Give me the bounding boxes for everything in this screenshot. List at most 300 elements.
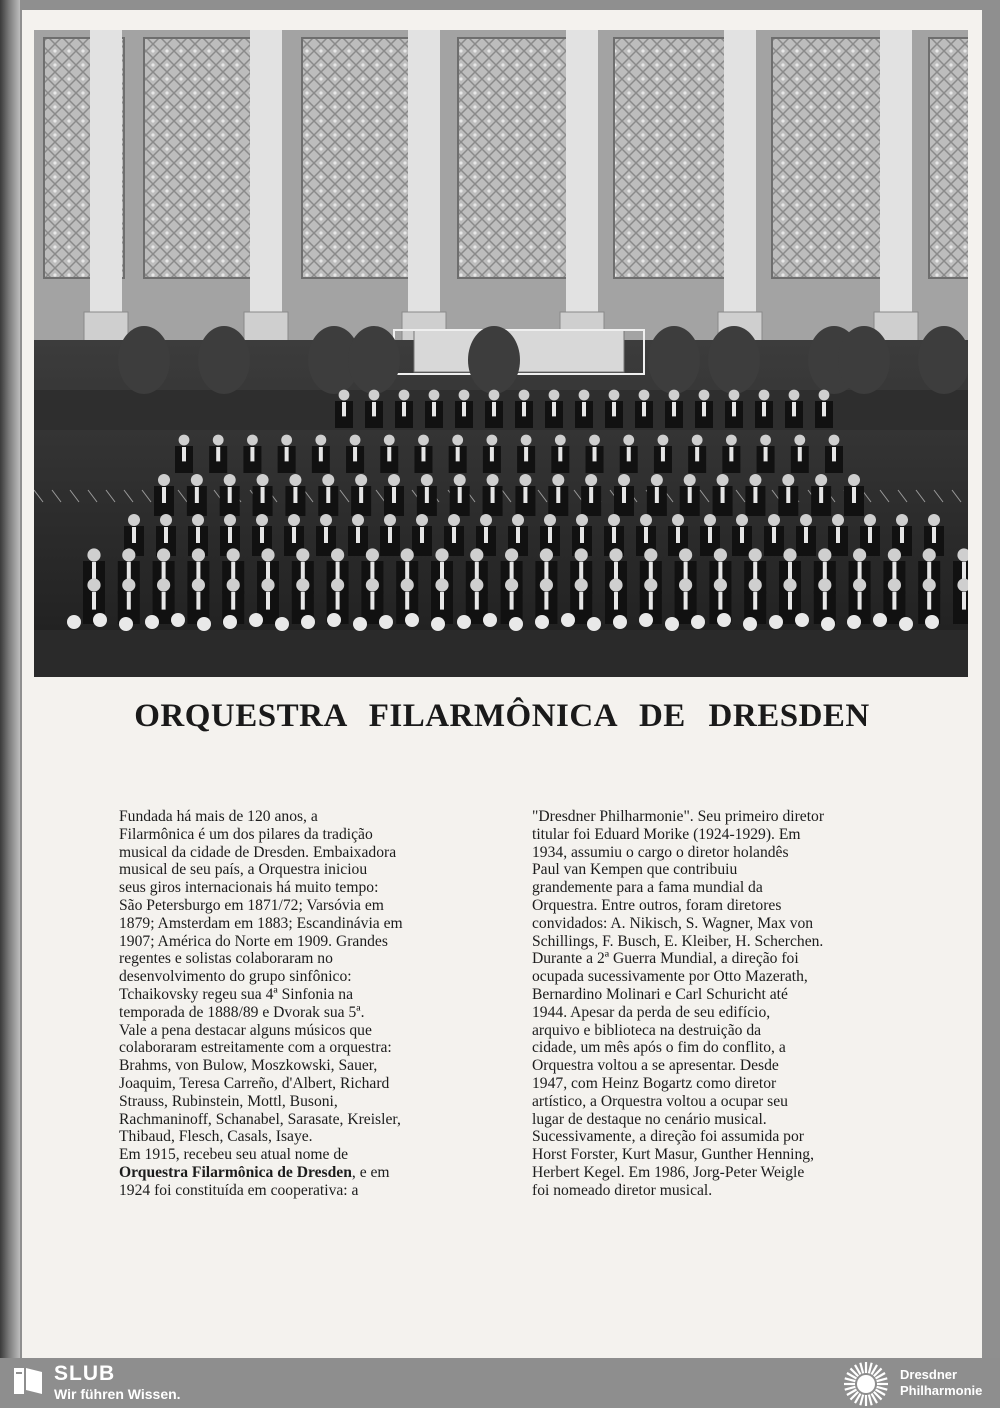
text-line: artístico, a Orquestra voltou a ocupar seu [532, 1092, 788, 1110]
shirt-front [786, 487, 790, 503]
shirt-front [228, 487, 232, 503]
musician-head [418, 435, 429, 446]
potted-plant [468, 326, 520, 394]
sunburst-ray [869, 1395, 872, 1406]
text-fragment: , e em [351, 1163, 390, 1181]
text-line: regentes e solistas colaboraram no [119, 950, 333, 968]
text-line: desenvolvimento do grupo sinfônico: [119, 968, 352, 986]
musician-head [609, 578, 622, 591]
shirt-front [798, 447, 802, 461]
flower-bouquet [67, 615, 81, 629]
text-line: Thibaud, Flesch, Casals, Isaye. [119, 1128, 313, 1146]
musician-head [470, 548, 483, 561]
shirt-front [490, 447, 494, 461]
flower-bouquet [275, 617, 289, 631]
shirt-front [927, 562, 931, 580]
scan-right-margin [982, 0, 1000, 1358]
musician-head [760, 435, 771, 446]
musician-head [366, 578, 379, 591]
shirt-front [582, 402, 586, 416]
slub-name: SLUB [54, 1362, 116, 1385]
shirt-front [402, 402, 406, 416]
musician-head [296, 548, 309, 561]
shirt-front [558, 447, 562, 461]
musician-head [684, 474, 696, 486]
shirt-front [579, 592, 583, 610]
text-line: colaboraram estreitamente com a orquestra: [119, 1039, 392, 1057]
shirt-front [627, 447, 631, 461]
musician-head [352, 514, 364, 526]
shirt-front [405, 592, 409, 610]
musician-head [416, 514, 428, 526]
sunburst-logo-icon [842, 1360, 890, 1408]
musician-head [589, 435, 600, 446]
shirt-front [792, 402, 796, 416]
musician-head [644, 548, 657, 561]
shirt-front [326, 487, 330, 503]
flower-bouquet [431, 617, 445, 631]
shirt-front [492, 402, 496, 416]
musician-head [640, 514, 652, 526]
shirt-front [772, 527, 776, 543]
shirt-front [421, 447, 425, 461]
shirt-front [132, 527, 136, 543]
musician-head [579, 390, 590, 401]
text-line: Durante a 2ª Guerra Mundial, a direção foi [532, 950, 799, 968]
text-line: Em 1915, recebeu seu atual nome de [119, 1146, 349, 1164]
shirt-front [432, 402, 436, 416]
musician-head [704, 514, 716, 526]
shirt-front [510, 562, 514, 580]
slub-book-icon [12, 1364, 46, 1398]
scan-left-edge [0, 0, 20, 1358]
musician-head [128, 514, 140, 526]
musician-head [122, 548, 135, 561]
musician-head [512, 514, 524, 526]
shirt-front [642, 402, 646, 416]
text-line: 1907; América do Norte em 1909. Grandes [119, 932, 388, 950]
shirt-front [589, 487, 593, 503]
slub-tagline: Wir führen Wissen. [54, 1386, 181, 1402]
musician-head [749, 474, 761, 486]
text-line: lugar de destaque no cenário musical. [532, 1110, 767, 1128]
musician-head [819, 390, 830, 401]
left-paragraph [119, 808, 469, 1200]
musician-head [832, 514, 844, 526]
musician-head [552, 474, 564, 486]
shirt-front [927, 592, 931, 610]
text-line: 1879; Amsterdam em 1883; Escandinávia em [119, 914, 403, 932]
musician-head [224, 474, 236, 486]
musician-head [519, 390, 530, 401]
shirt-front [523, 487, 527, 503]
flower-bouquet [899, 617, 913, 631]
shirt-front [556, 487, 560, 503]
shirt-front [92, 562, 96, 580]
musician-head [480, 514, 492, 526]
musician-head [505, 548, 518, 561]
shirt-front [740, 527, 744, 543]
musician-head [794, 435, 805, 446]
sunburst-ray [845, 1378, 856, 1381]
musician-head [692, 435, 703, 446]
shirt-front [336, 562, 340, 580]
shirt-front [579, 562, 583, 580]
shirt-front [593, 447, 597, 461]
musician-head [452, 435, 463, 446]
text-line [119, 1164, 390, 1181]
shirt-front [548, 527, 552, 543]
musician-head [789, 390, 800, 401]
sunburst-ray [845, 1387, 856, 1390]
flower-bouquet [691, 615, 705, 629]
text-line: cidade, um mês após o fim do conflito, a [532, 1039, 786, 1057]
shirt-front [695, 447, 699, 461]
potted-plant [118, 326, 170, 394]
musician-head [192, 514, 204, 526]
musician-head [639, 390, 650, 401]
shirt-front [510, 592, 514, 610]
musician-head [227, 578, 240, 591]
shirt-front [832, 447, 836, 461]
shirt-front [319, 447, 323, 461]
shirt-front [718, 592, 722, 610]
musician-head [888, 548, 901, 561]
musician-head [555, 435, 566, 446]
musician-head [489, 390, 500, 401]
flower-bouquet [405, 613, 419, 627]
musician-head [618, 474, 630, 486]
shirt-front [292, 527, 296, 543]
text-line: musical da cidade de Dresden. Embaixadora [119, 843, 397, 861]
text-line: "Dresdner Philharmonie". Seu primeiro diretor [532, 808, 825, 825]
shirt-front [359, 487, 363, 503]
musician-head [331, 578, 344, 591]
musician-head [388, 474, 400, 486]
musician-head [783, 578, 796, 591]
shirt-front [852, 487, 856, 503]
flower-bouquet [353, 617, 367, 631]
flower-bouquet [249, 613, 263, 627]
sunburst-center [857, 1375, 875, 1393]
musician-head [339, 390, 350, 401]
musician-head [815, 474, 827, 486]
shirt-front [718, 562, 722, 580]
shirt-front [301, 592, 305, 610]
shirt-front [392, 487, 396, 503]
text-line: convidados: A. Nikisch, S. Wagner, Max von [532, 914, 814, 932]
sunburst-ray [860, 1395, 863, 1406]
flower-bouquet [223, 615, 237, 629]
musician-head [350, 435, 361, 446]
shirt-front [822, 402, 826, 416]
text-line: Fundada há mais de 120 anos, a [119, 808, 318, 825]
musician-head [470, 578, 483, 591]
musician-head [459, 390, 470, 401]
flower-bouquet [93, 613, 107, 627]
shirt-front [753, 487, 757, 503]
shirt-front [336, 592, 340, 610]
right-paragraph [532, 808, 896, 1200]
shirt-front [544, 562, 548, 580]
musician-head [519, 474, 531, 486]
musician-head [157, 578, 170, 591]
potted-plant [348, 326, 400, 394]
shirt-front [372, 402, 376, 416]
shirt-front [196, 562, 200, 580]
musician-head [729, 390, 740, 401]
shirt-front [405, 562, 409, 580]
musician-head [717, 474, 729, 486]
shirt-front [655, 487, 659, 503]
musician-head [714, 578, 727, 591]
flower-bouquet [197, 617, 211, 631]
musician-head [261, 548, 274, 561]
sunburst-ray [860, 1363, 863, 1374]
potted-plant [648, 326, 700, 394]
shirt-front [260, 527, 264, 543]
shirt-front [614, 562, 618, 580]
shirt-front [729, 447, 733, 461]
shirt-front [522, 402, 526, 416]
shirt-front [370, 592, 374, 610]
musician-head [651, 474, 663, 486]
musician-head [448, 514, 460, 526]
shirt-front [900, 527, 904, 543]
musician-head [281, 435, 292, 446]
musician-head [544, 514, 556, 526]
musician-head [179, 435, 190, 446]
musician-head [800, 514, 812, 526]
shirt-front [370, 562, 374, 580]
text-line: Paul van Kempen que contribuiu [532, 861, 738, 879]
musician-head [247, 435, 258, 446]
shirt-front [788, 562, 792, 580]
shirt-front [356, 527, 360, 543]
musician-head [576, 514, 588, 526]
shirt-front [228, 527, 232, 543]
shirt-front [702, 402, 706, 416]
text-line: Filarmônica é um dos pilares da tradição [119, 825, 373, 843]
musician-head [714, 548, 727, 561]
musician-head [401, 578, 414, 591]
hall-column [880, 30, 912, 320]
shirt-front [753, 592, 757, 610]
musician-head [726, 435, 737, 446]
shirt-front [182, 447, 186, 461]
shirt-front [819, 487, 823, 503]
text-line: Orquestra voltou a se apresentar. Desde [532, 1057, 779, 1075]
shirt-front [962, 562, 966, 580]
musician-head [399, 390, 410, 401]
left-text-column [119, 808, 469, 1200]
musician-head [429, 390, 440, 401]
musician-head [487, 474, 499, 486]
text-line: grandemente para a fama mundial da [532, 879, 763, 897]
musician-head [575, 578, 588, 591]
musician-head [768, 514, 780, 526]
stage-front [34, 630, 968, 677]
text-line: Rachmaninoff, Schanabel, Sarasate, Kreisler, [119, 1110, 401, 1128]
shirt-front [721, 487, 725, 503]
musician-head [521, 435, 532, 446]
flower-bouquet [743, 617, 757, 631]
text-line: Strauss, Rubinstein, Mottl, Busoni, [119, 1092, 338, 1110]
musician-head [759, 390, 770, 401]
shirt-front [196, 527, 200, 543]
musician-head [896, 514, 908, 526]
shirt-front [892, 592, 896, 610]
musician-head [679, 548, 692, 561]
flower-bouquet [379, 615, 393, 629]
shirt-front [962, 592, 966, 610]
text-line: 1934, assumiu o cargo o diretor holandês [532, 843, 789, 861]
musician-head [585, 474, 597, 486]
shirt-front [196, 592, 200, 610]
shirt-front [614, 592, 618, 610]
flower-bouquet [119, 617, 133, 631]
text-line: Vale a pena destacar alguns músicos que [119, 1021, 372, 1039]
musician-head [213, 435, 224, 446]
musician-head [669, 390, 680, 401]
musician-head [435, 578, 448, 591]
dresdner-name-line1: Dresdner [900, 1367, 958, 1382]
text-line: temporada de 1888/89 e Dvorak sua 5ª. [119, 1003, 365, 1021]
shirt-front [580, 527, 584, 543]
shirt-front [293, 487, 297, 503]
flower-bouquet [613, 615, 627, 629]
shirt-front [676, 527, 680, 543]
musician-head [296, 578, 309, 591]
musician-head [679, 578, 692, 591]
musician-head [289, 474, 301, 486]
flower-bouquet [535, 615, 549, 629]
text-line: 1944. Apesar da perda de seu edifício, [532, 1003, 771, 1021]
musician-head [575, 548, 588, 561]
shirt-front [804, 527, 808, 543]
shirt-front [484, 527, 488, 543]
shirt-front [452, 527, 456, 543]
musician-head [224, 514, 236, 526]
musician-head [355, 474, 367, 486]
text-line: Herbert Kegel. Em 1986, Jorg-Peter Weigle [532, 1163, 805, 1181]
musician-head [782, 474, 794, 486]
musician-head [157, 548, 170, 561]
shirt-front [684, 562, 688, 580]
musician-head [783, 548, 796, 561]
flower-bouquet [717, 613, 731, 627]
musician-head [227, 548, 240, 561]
potted-plant [708, 326, 760, 394]
musician-head [87, 578, 100, 591]
shirt-front [387, 447, 391, 461]
shirt-front [127, 592, 131, 610]
musician-head [549, 390, 560, 401]
musician-head [853, 548, 866, 561]
text-line: foi nomeado diretor musical. [532, 1181, 713, 1199]
shirt-front [524, 447, 528, 461]
shirt-front [456, 447, 460, 461]
shirt-front [440, 592, 444, 610]
shirt-front [823, 562, 827, 580]
text-line: Brahms, von Bulow, Moszkowski, Sauer, [119, 1057, 378, 1075]
musician-head [87, 548, 100, 561]
musician-head [818, 578, 831, 591]
musician-head [160, 514, 172, 526]
musician-head [421, 474, 433, 486]
musician-head [829, 435, 840, 446]
musician-head [158, 474, 170, 486]
shirt-front [622, 487, 626, 503]
shirt-front [552, 402, 556, 416]
flower-bouquet [483, 613, 497, 627]
potted-plant [198, 326, 250, 394]
musician-head [322, 474, 334, 486]
shirt-front [475, 562, 479, 580]
sunburst-ray [869, 1363, 872, 1374]
musician-head [749, 578, 762, 591]
flower-bouquet [587, 617, 601, 631]
flower-bouquet [171, 613, 185, 627]
musician-head [191, 474, 203, 486]
musician-head [505, 578, 518, 591]
text-line: 1924 foi constituída em cooperativa: a [119, 1181, 359, 1199]
musician-head [486, 435, 497, 446]
hall-column [408, 30, 440, 320]
shirt-front [162, 562, 166, 580]
flower-bouquet [795, 613, 809, 627]
hall-column [90, 30, 122, 320]
shirt-front [612, 527, 616, 543]
shirt-front [491, 487, 495, 503]
flower-bouquet [847, 615, 861, 629]
shirt-front [162, 592, 166, 610]
shirt-front [301, 562, 305, 580]
musician-head [699, 390, 710, 401]
text-line: ocupada sucessivamente por Otto Mazerath, [532, 968, 808, 986]
shirt-front [266, 562, 270, 580]
flower-bouquet [457, 615, 471, 629]
shirt-front [324, 527, 328, 543]
shirt-front [684, 592, 688, 610]
shirt-front [764, 447, 768, 461]
flower-bouquet [665, 617, 679, 631]
text-line: Orquestra. Entre outros, foram diretores [532, 896, 782, 914]
flower-bouquet [145, 615, 159, 629]
text-line: Sucessivamente, a direção foi assumida por [532, 1128, 804, 1146]
musician-head [853, 578, 866, 591]
flower-bouquet [509, 617, 523, 631]
musician-head [401, 548, 414, 561]
shirt-front [285, 447, 289, 461]
musician-head [818, 548, 831, 561]
shirt-front [127, 562, 131, 580]
shirt-front [868, 527, 872, 543]
shirt-front [266, 592, 270, 610]
shirt-front [475, 592, 479, 610]
musician-head [369, 390, 380, 401]
shirt-front [162, 487, 166, 503]
musician-head [320, 514, 332, 526]
page-title: ORQUESTRA FILARMÔNICA DE DRESDEN [134, 698, 870, 734]
musician-head [644, 578, 657, 591]
sunburst-ray [877, 1387, 888, 1390]
musician-head [261, 578, 274, 591]
text-line: Bernardino Molinari e Carl Schuricht até [532, 985, 788, 1003]
musician-head [331, 548, 344, 561]
sunburst-ray [877, 1378, 888, 1381]
shirt-front [932, 527, 936, 543]
